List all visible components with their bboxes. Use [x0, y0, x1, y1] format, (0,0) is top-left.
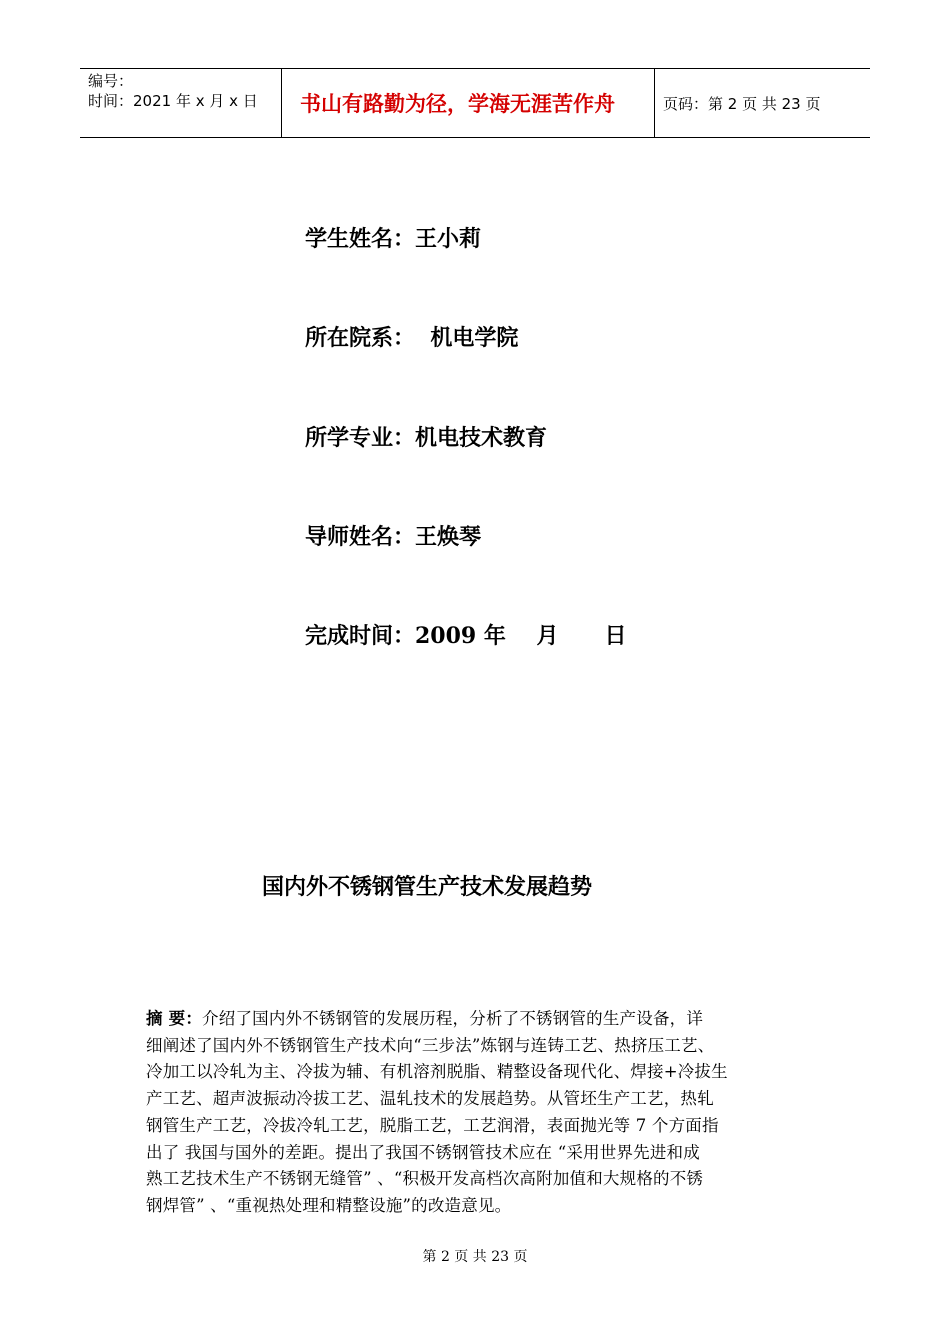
student-name: 学生姓名：王小莉	[305, 226, 482, 252]
advisor-name: 导师姓名：王焕琴	[305, 524, 482, 550]
abstract-line: 摘 要：介绍了国内外不锈钢管的发展历程，分析了不锈钢管的生产设备，详	[146, 1009, 704, 1028]
department: 所在院系： 机电学院	[305, 325, 519, 351]
header-motto: 书山有路勤为径，学海无涯苦作舟	[282, 69, 655, 137]
number-label: 编号：	[88, 72, 134, 90]
time-label: 时间：2021 年 x 月 x 日	[88, 92, 258, 110]
abstract-line: 熟工艺技术生产不锈钢无缝管” 、“积极开发高档次高附加值和大规格的不锈	[146, 1169, 704, 1189]
header-meta	[80, 69, 282, 137]
major: 所学专业：机电技术教育	[305, 425, 548, 451]
abstract-line: 产工艺、超声波振动冷拔工艺、温轧技术的发展趋势。从管坯生产工艺，热轧	[146, 1089, 714, 1109]
abstract	[146, 1006, 818, 1220]
header-page-code: 页码：第 2 页 共 23 页	[663, 94, 821, 113]
document-title: 国内外不锈钢管生产技术发展趋势	[262, 875, 593, 900]
abstract-line: 出了 我国与国外的差距。提出了我国不锈钢管技术应在 “采用世界先进和成	[146, 1142, 700, 1162]
abstract-label: 摘 要：	[146, 1009, 203, 1028]
page-header	[80, 68, 870, 138]
page-footer: 第 2 页 共 23 页	[422, 1249, 528, 1265]
abstract-line: 钢焊管” 、“重视热处理和精整设施”的改造意见。	[146, 1195, 512, 1215]
completion-time: 完成时间：2009 年 月 日	[305, 623, 627, 649]
abstract-line: 钢管生产工艺，冷拔冷轧工艺，脱脂工艺，工艺润滑，表面抛光等 7 个方面指	[146, 1115, 719, 1135]
abstract-line: 细阐述了国内外不锈钢管生产技术向“三步法”炼钢与连铸工艺、热挤压工艺、	[146, 1035, 715, 1055]
abstract-line: 冷加工以冷轧为主、冷拔为辅、有机溶剂脱脂、精整设备现代化、焊接+冷拔生	[146, 1062, 728, 1082]
